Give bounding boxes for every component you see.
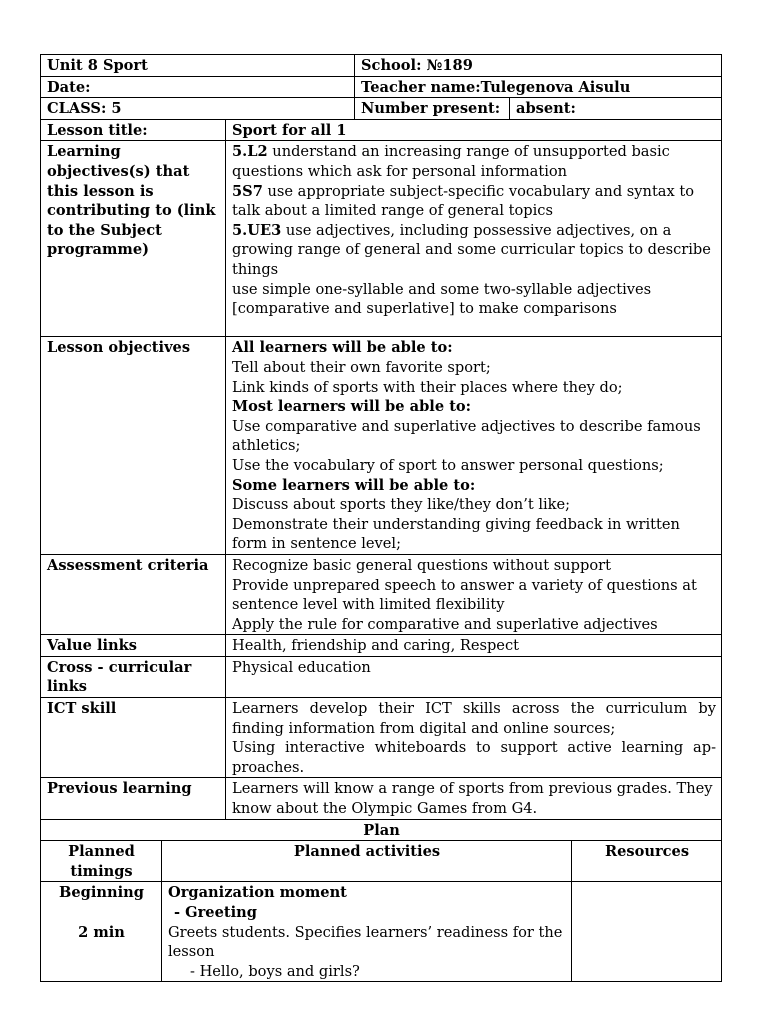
cross-curricular-label: Cross - curricular links xyxy=(41,656,226,697)
time-label: 2 min xyxy=(78,923,125,941)
class-cell: CLASS: 5 xyxy=(41,98,355,120)
school-cell: School: №189 xyxy=(355,55,722,77)
activity-bullet: - Greeting xyxy=(174,904,257,921)
assessment-label: Assessment criteria xyxy=(41,554,226,634)
activity-dialog: - Hello, boys and girls? xyxy=(190,962,360,980)
some-learners-item: Demonstrate their understanding giving feedback in written form in sentence level; xyxy=(232,515,680,553)
all-learners-item: Link kinds of sports with their places where they do; xyxy=(232,378,623,396)
assessment-line: Recognize basic general questions without support xyxy=(232,556,611,574)
lesson-objectives-value xyxy=(226,337,722,555)
lesson-objectives-label: Lesson objectives xyxy=(41,337,226,555)
value-links-label: Value links xyxy=(41,635,226,657)
ict-label: ICT skill xyxy=(41,698,226,778)
plan-title: Plan xyxy=(41,819,722,841)
col-header-timings: Planned timings xyxy=(41,841,162,882)
plan-table xyxy=(40,819,722,983)
most-learners-item: Use comparative and superlative adjectives to describe famous athletics; xyxy=(232,417,701,455)
timing-cell xyxy=(41,882,162,982)
objective-code: 5S7 xyxy=(232,182,263,200)
objective-item xyxy=(232,221,716,280)
ict-value xyxy=(226,698,722,778)
assessment-value xyxy=(226,554,722,634)
objective-text: use appropriate subject-specific vocabulary and syntax to talk about a limited range of general topics xyxy=(232,182,695,220)
objective-item xyxy=(232,182,716,221)
unit-cell: Unit 8 Sport xyxy=(41,55,355,77)
objective-item xyxy=(232,142,716,181)
most-learners-item: Use the vocabulary of sport to answer personal questions; xyxy=(232,456,664,474)
cross-curricular-value: Physical education xyxy=(226,656,722,697)
assessment-line: Provide unprepared speech to answer a variety of questions at sentence level with limited flexibility xyxy=(232,576,697,614)
date-cell: Date: xyxy=(41,76,355,98)
lesson-title-label: Lesson title: xyxy=(41,119,226,141)
all-learners-heading: All learners will be able to: xyxy=(232,339,453,357)
lesson-plan-document xyxy=(40,54,721,982)
objective-code: 5.L2 xyxy=(232,143,268,161)
objective-extra: use simple one-syllable and some two-syllable adjectives [comparative and superlative] to make comparisons xyxy=(232,280,652,318)
assessment-line: Apply the rule for comparative and superlative adjectives xyxy=(232,615,658,633)
activity-text: Greets students. Specifies learners’ readiness for the lesson xyxy=(168,923,563,961)
ict-line: Using interactive whiteboards to support active learning ap-proaches. xyxy=(232,739,717,776)
teacher-cell: Teacher name:Tulegenova Aisulu xyxy=(355,76,722,98)
ict-line: Learners develop their ICT skills across the curriculum by finding information from digital and online sources; xyxy=(232,700,717,737)
resources-cell xyxy=(572,882,722,982)
number-present-cell: Number present: xyxy=(355,98,510,120)
col-header-resources: Resources xyxy=(572,841,722,882)
objective-text: use adjectives, including possessive adjectives, on a growing range of general and some curricular topics to describe things xyxy=(232,221,711,278)
col-header-activities: Planned activities xyxy=(162,841,572,882)
previous-learning-label: Previous learning xyxy=(41,778,226,819)
absent-cell: absent: xyxy=(510,98,722,120)
activity-cell xyxy=(162,882,572,982)
activity-heading: Organization moment xyxy=(168,884,347,902)
stage-label: Beginning xyxy=(59,884,144,902)
all-learners-item: Tell about their own favorite sport; xyxy=(232,358,491,376)
learning-objectives-label: Learning objectives(s) that this lesson is contributing to (link to the Subject programme) xyxy=(41,141,226,337)
spacer xyxy=(47,903,156,923)
value-links-value: Health, friendship and caring, Respect xyxy=(226,635,722,657)
lesson-title-value: Sport for all 1 xyxy=(226,119,722,141)
lesson-info-table xyxy=(40,54,722,820)
objective-text: understand an increasing range of unsupported basic questions which ask for personal information xyxy=(232,143,670,180)
objective-code: 5.UE3 xyxy=(232,221,282,239)
some-learners-item: Discuss about sports they like/they don’t like; xyxy=(232,496,571,514)
previous-learning-value: Learners will know a range of sports from previous grades. They know about the Olympic Games from G4. xyxy=(226,778,722,819)
most-learners-heading: Most learners will be able to: xyxy=(232,398,472,416)
some-learners-heading: Some learners will be able to: xyxy=(232,476,476,494)
learning-objectives-value xyxy=(226,141,722,337)
